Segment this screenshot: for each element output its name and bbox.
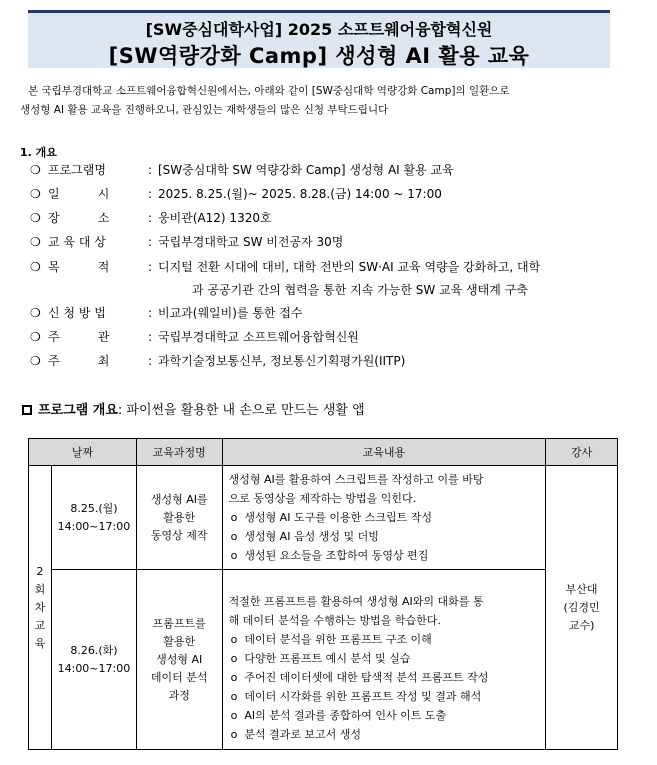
title-line-2: [SW역량강화 Camp] 생성형 AI 활용 교육 [108, 44, 530, 68]
overview-label: 주 관 [48, 330, 110, 344]
instructor-cell: 부산대 (김경민 교수) [546, 466, 618, 750]
overview-label: 신 청 방 법 [48, 306, 106, 320]
bullet-circle-icon: ❍ [30, 163, 41, 177]
course-content: 적절한 프롬프트를 활용하여 생성형 AI와의 대화를 통 해 데이터 분석을 수행하는 방법을 학습한다. o 데이터 분석을 위한 프롬프트 구조 이해 o 다양한 프롬프트 예시 분석 및 실습 o 주어진 데이터셋에 대한 탐색적 분석 프롬프트 작성 o 데이터 시각화를 위한 프롬프트 작성 및 결과 해석 o AI의 분석 결과를 종합하여 인사 이트 도출 o 분석 결과로 보고서 생성 [222, 570, 546, 750]
overview-value: 국립부경대학교 SW 비전공자 30명 [158, 235, 344, 249]
overview-label: 장 소 [48, 211, 110, 225]
section-2-title: 프로그램 개요 [38, 403, 118, 418]
overview-purpose-line-2: 과 공공기관 간의 협력을 통한 지속 가능한 SW 교육 생태계 구축 [192, 283, 528, 297]
header-instructor: 강사 [546, 439, 618, 466]
bullet-circle-icon: ❍ [30, 211, 41, 225]
course-name: 프롬프트를 활용한 생성형 AI 데이터 분석 과정 [136, 570, 222, 750]
overview-value: 웅비관(A12) 1320호 [158, 211, 272, 225]
overview-row-apply: ❍ 신 청 방 법 : 비교과(웨일비)를 통한 접수 [30, 306, 303, 320]
overview-value: 비교과(웨일비)를 통한 접수 [158, 306, 303, 320]
header-course: 교육과정명 [136, 439, 222, 466]
header-date: 날짜 [29, 439, 137, 466]
list-item: o 생성된 요소들을 조합하여 동영상 편집 [230, 549, 429, 562]
overview-row-program: ❍ 프로그램명 : [SW중심대학 SW 역량강화 Camp] 생성형 AI 활용 교육 [30, 163, 454, 177]
course-name: 생성형 AI를 활용한 동영상 제작 [136, 466, 222, 570]
overview-value: 2025. 8.25.(월)~ 2025. 8.28.(금) 14:00 ~ 17:00 [158, 187, 442, 201]
intro-line-2: 생성형 AI 활용 교육을 진행하오니, 관심있는 재학생들의 많은 신청 부탁드립니다 [20, 104, 389, 116]
overview-label: 프로그램명 [48, 163, 106, 177]
section-2-subtitle: : 파이썬을 활용한 내 손으로 만드는 생활 앱 [117, 403, 365, 418]
table-row [29, 570, 618, 750]
bullet-circle-icon: ❍ [30, 354, 41, 368]
bullet-circle-icon: ❍ [30, 306, 41, 320]
table-row [29, 466, 618, 570]
title-banner [28, 10, 610, 68]
checkbox-square-icon [22, 405, 32, 415]
list-item: o 데이터 분석을 위한 프롬프트 구조 이해 [230, 633, 432, 646]
overview-value: [SW중심대학 SW 역량강화 Camp] 생성형 AI 활용 교육 [158, 163, 454, 177]
overview-label: 목 적 [48, 260, 110, 274]
session-date: 8.26.(화) 14:00~17:00 [51, 570, 136, 750]
overview-value: 국립부경대학교 소프트웨어융합혁신원 [158, 330, 359, 344]
overview-row-purpose: ❍ 목 적 : 디지털 전환 시대에 대비, 대학 전반의 SW·AI 교육 역량을 강화하고, 대학 [30, 260, 541, 274]
list-item: o 데이터 시각화를 위한 프롬프트 작성 및 결과 해석 [230, 690, 482, 703]
bullet-circle-icon: ❍ [30, 330, 41, 344]
overview-row-target: ❍ 교 육 대 상 : 국립부경대학교 SW 비전공자 30명 [30, 235, 344, 249]
intro-line-1: 본 국립부경대학교 소프트웨어융합혁신원에서는, 아래와 같이 [SW중심대학 역량강화 Camp]의 일환으로 [28, 85, 510, 97]
session-date: 8.25.(월) 14:00~17:00 [51, 466, 136, 570]
overview-row-organizer: ❍ 주 관 : 국립부경대학교 소프트웨어융합혁신원 [30, 330, 359, 344]
list-item: o AI의 분석 결과를 종합하여 인사 이트 도출 [230, 709, 447, 722]
overview-label: 교 육 대 상 [48, 235, 106, 249]
section-1-title: 1. 개요 [20, 146, 57, 159]
list-item: o 다양한 프롬프트 예시 분석 및 실습 [230, 652, 411, 665]
list-item: o 생성형 AI 음성 생성 및 더빙 [230, 530, 379, 543]
bullet-circle-icon: ❍ [30, 187, 41, 201]
course-content: 생성형 AI를 활용하여 스크립트를 작성하고 이를 바탕 으로 동영상을 제작하는 방법을 익힌다. o 생성형 AI 도구를 이용한 스크립트 작성 o 생성형 AI 음성 생성 및 더빙 o 생성된 요소들을 조합하여 동영상 편집 [222, 466, 546, 570]
overview-row-date: ❍ 일 시 : 2025. 8.25.(월)~ 2025. 8.28.(금) 14:00 ~ 17:00 [30, 187, 442, 201]
table-header-row [29, 439, 618, 466]
bullet-circle-icon: ❍ [30, 235, 41, 249]
program-table [28, 438, 618, 750]
overview-label: 주 최 [48, 354, 110, 368]
list-item: o 분석 결과로 보고서 생성 [230, 728, 362, 741]
overview-value: 과학기술정보통신부, 정보통신기획평가원(IITP) [158, 354, 406, 368]
intro-paragraph [20, 82, 640, 120]
bullet-circle-icon: ❍ [30, 260, 41, 274]
overview-row-place: ❍ 장 소 : 웅비관(A12) 1320호 [30, 211, 272, 225]
header-content: 교육내용 [222, 439, 546, 466]
overview-row-host: ❍ 주 최 : 과학기술정보통신부, 정보통신기획평가원(IITP) [30, 354, 406, 368]
list-item: o 주어진 데이터셋에 대한 탐색적 분석 프롬프트 작성 [230, 671, 489, 684]
title-line-1: [SW중심대학사업] 2025 소프트웨어융합혁신원 [145, 20, 493, 39]
overview-value: 디지털 전환 시대에 대비, 대학 전반의 SW·AI 교육 역량을 강화하고, 대학 [158, 260, 541, 274]
overview-label: 일 시 [48, 187, 110, 201]
list-item: o 생성형 AI 도구를 이용한 스크립트 작성 [230, 511, 432, 524]
session-group-label: 2 회 차 교 육 [29, 466, 52, 750]
section-2-heading [22, 399, 365, 418]
